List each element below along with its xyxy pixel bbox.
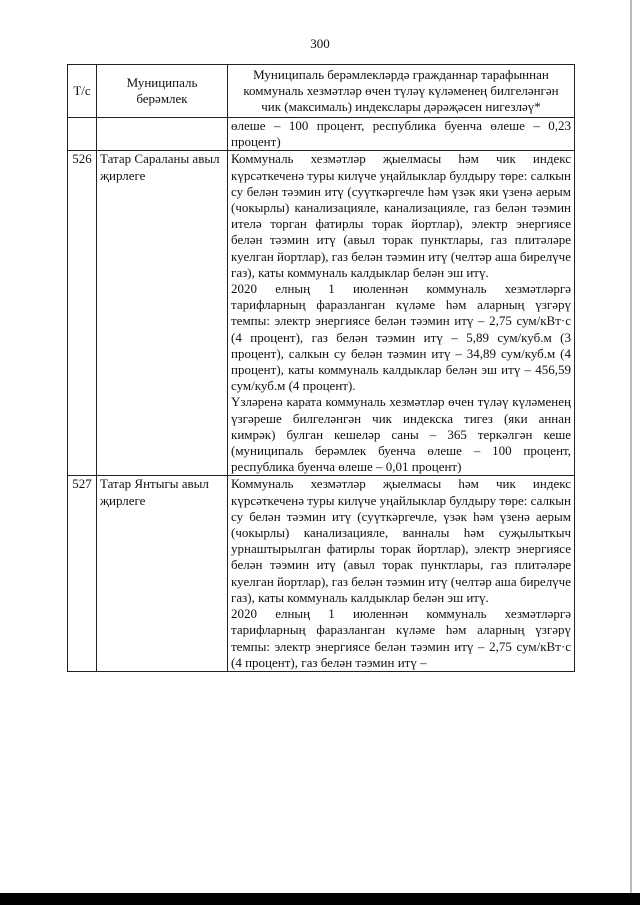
municipality-index-table (67, 64, 575, 672)
table-row (68, 476, 575, 671)
row-number: 527 (68, 476, 97, 671)
table-row-continuation (68, 118, 575, 151)
continuation-text: өлеше – 100 процент, республика буенча өлеше – 0,23 процент) (228, 118, 575, 151)
paragraph: Үзләренә карата коммуналь хезмәтләр өчен түләү күләменең үзгәреше билгеләнгән чик индекска тигез (яки аннан кимрәк) булган кешеләр саны – 365 теркәлгән кеше (муниципаль берәмлек буенча өлеше – 100 процент, республика буенча өлеше – 0,01 процент) (231, 394, 571, 475)
municipality-name: Татар Янтыгы авыл җирлеге (97, 476, 228, 671)
cell-municipality-empty (97, 118, 228, 151)
municipality-name: Татар Сараланы авыл җирлеге (97, 151, 228, 476)
header-index: Муниципаль берәмлекләрдә гражданнар тарафыннан коммуналь хезмәтләр өчен түләү күләменең билгеләнгән чик (максималь) индекслары дәрәҗәсен нигезләү* (228, 65, 575, 118)
table-row (68, 151, 575, 476)
row-description (228, 476, 575, 671)
paragraph: 2020 елның 1 июленнән коммуналь хезмәтләргә тарифларның фаразланган күләме һәм аларның үзгәрү темпы: электр энергиясе белән тәэмин итү – 2,75 сум/кВт·с (4 процент), газ белән тәэмин итү – (231, 606, 571, 670)
paragraph: Коммуналь хезмәтләр җыелмасы һәм чик индекс күрсәткеченә туры килүче уңайлыклар булдыру төре: салкын су белән тәэмин итү (суүткәргечле, үзәк һәм үзенә аерым (чокырлы) канализацияле, ванналы һәм суҗылыткыч урнаштырылган фатирлы торак йортлар), электр энергиясе белән тәэмин итү (авыл торак пунктлары, газ плитәләре куелган йортлар), газ белән тәэмин итү (челтәр аша бирелүче газ), каты коммуналь калдыклар белән эш итү. (231, 476, 571, 605)
row-number: 526 (68, 151, 97, 476)
page-number: 300 (310, 36, 330, 51)
header-municipality: Муниципаль берәмлек (97, 65, 228, 118)
row-description (228, 151, 575, 476)
scan-edge-line (630, 0, 632, 905)
table-header-row (68, 65, 575, 118)
cell-number-empty (68, 118, 97, 151)
paragraph: Коммуналь хезмәтләр җыелмасы һәм чик индекс күрсәткеченә туры килүче уңайлыклар булдыру төре: салкын су белән тәэмин итү (суүткәргечле һәм үзәк яки үзенә аерым (чокырлы) канализацияле, канализацияле, газ белән тәэмин ителә торган фатирлы торак йортлар), электр энергиясе белән тәэмин итү (авыл торак пунктлары, газ плитәләре куелган йортлар), газ белән тәэмин итү (челтәр аша бирелүче газ), каты коммуналь калдыклар белән эш итү. (231, 151, 571, 280)
scan-bottom-border (0, 893, 640, 905)
paragraph: 2020 елның 1 июленнән коммуналь хезмәтләргә тарифларның фаразланган күләме һәм аларның үзгәрү темпы: электр энергиясе белән тәэмин итү – 2,75 сум/кВт·с (4 процент), газ белән тәэмин итү – 5,89 сум/куб.м (3 процент), салкын су белән тәэмин итү – 34,89 сум/куб.м (4 процент), каты коммуналь калдыклар белән эш итү – 456,59 сум/куб.м (4 процент). (231, 281, 571, 394)
header-number: Т/с (68, 65, 97, 118)
